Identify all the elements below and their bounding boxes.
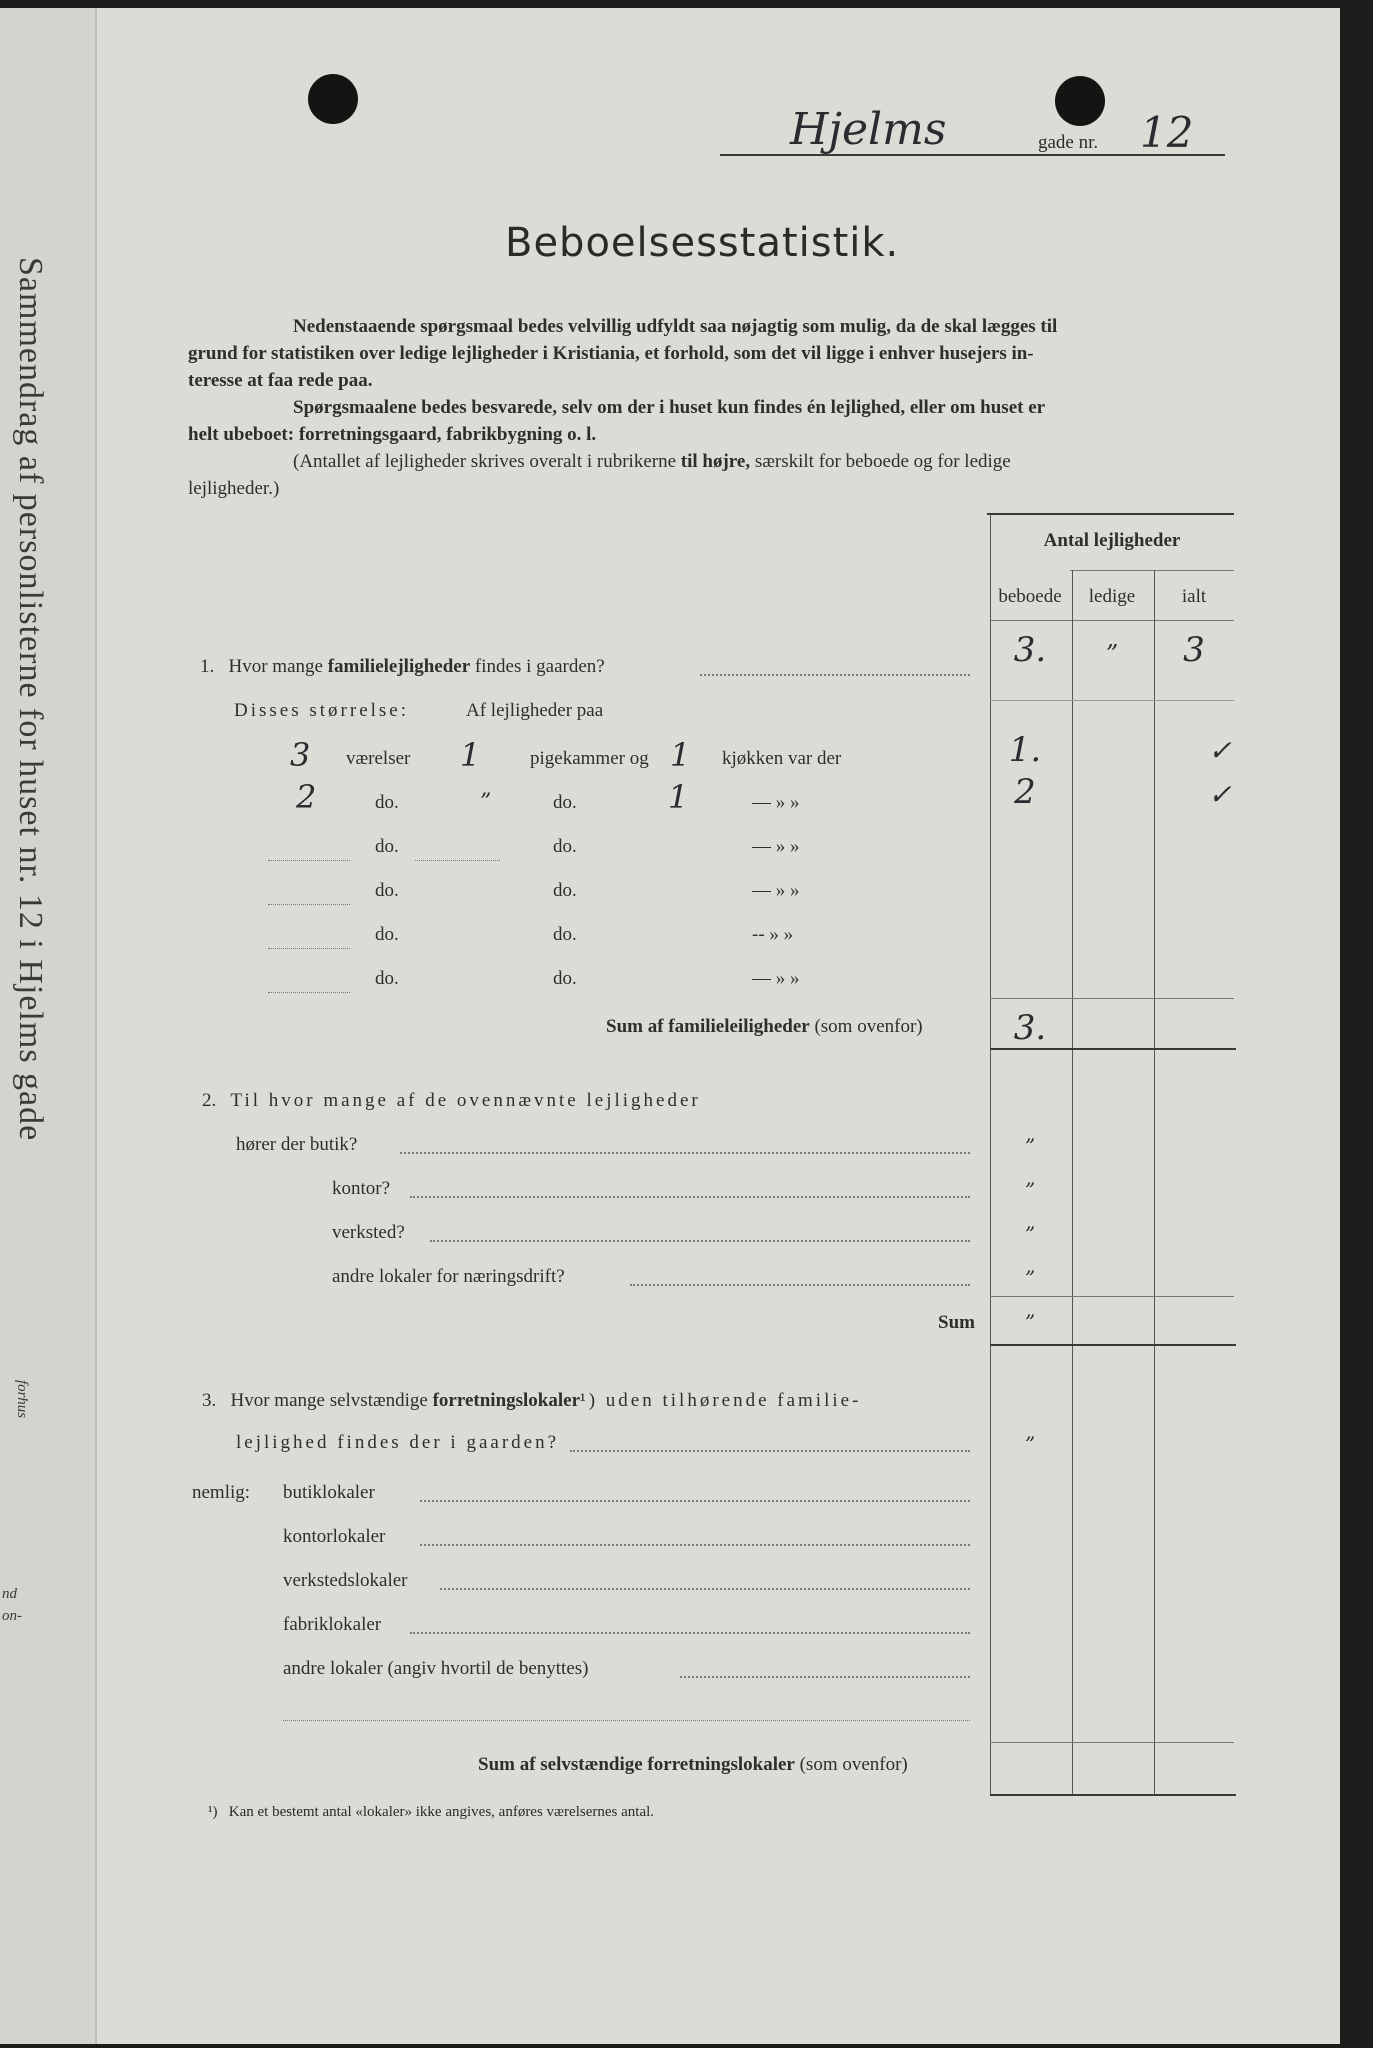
q1-number: 1. [200, 656, 215, 677]
q3-nemlig-label: nemlig: [192, 1482, 251, 1503]
q1-sum-line [606, 1016, 923, 1038]
size-row-2-check: ✓ [1208, 778, 1232, 811]
size-row-4-blank-v [268, 904, 350, 905]
size-row-2-vaerelser-label: do. [375, 792, 399, 813]
intro-line-7: lejligheder.) [188, 478, 280, 499]
size-row-5-vaerelser-label: do. [375, 924, 399, 945]
q1-sum-bottom-rule [990, 1048, 1236, 1050]
size-row-2-kjokken-label: — » » [752, 792, 800, 813]
q2-row-butik-leader [400, 1152, 970, 1154]
q1-row-rule [990, 700, 1234, 701]
document-page [0, 8, 1340, 2044]
side-vertical-text: Sammendrag af personlisterne for huset nr. 12 i Hjelms gade [12, 257, 49, 1142]
table-col-line-2 [1154, 570, 1155, 1795]
q2-line [202, 1090, 701, 1112]
size-row-4-kjokken-label: — » » [752, 880, 800, 901]
q1-ledige: ” [1105, 640, 1119, 668]
q3-row-butiklokaler-leader [420, 1500, 970, 1502]
gade-label: gade nr. [1038, 132, 1099, 153]
q1-line [200, 656, 605, 678]
size-row-6-blank-v [268, 992, 350, 993]
size-row-2-vaerelser-value: 2 [296, 778, 317, 816]
intro-line-4: Spørgsmaalene bedes besvarede, selv om der i huset kun findes én lejlighed, eller om huset er [293, 397, 1046, 418]
q3-row-kontorlokaler-leader [420, 1544, 970, 1546]
size-row-6-pige-label: do. [553, 968, 577, 989]
q3-row-butiklokaler: butiklokaler [283, 1482, 375, 1503]
q3-sum-top-rule [990, 1742, 1234, 1743]
intro-line-6c: særskilt for beboede og for ledige [754, 451, 1011, 472]
size-row-1-pige-value: 1 [460, 736, 481, 774]
size-row-5-pige-label: do. [553, 924, 577, 945]
page-title: Beboelsesstatistik. [505, 220, 900, 266]
size-row-5-blank-v [268, 948, 350, 949]
street-name-handwritten: Hjelms [790, 104, 947, 155]
q2-row-andre-leader [630, 1284, 970, 1286]
q2-row-andre-value: ” [1024, 1266, 1036, 1290]
q3-sum-line [478, 1754, 908, 1776]
q1-ialt: 3 [1183, 630, 1205, 670]
intro-line-1: Nedenstaaende spørgsmaal bedes velvillig udfyldt saa nøjagtig som mulig, da de skal lægges til [293, 316, 1058, 337]
punch-hole-left [308, 74, 358, 124]
footnote-mark: ¹) [208, 1804, 218, 1820]
q3-row-andre: andre lokaler (angiv hvortil de benyttes) [283, 1658, 589, 1679]
q2-row-verksted-leader [430, 1240, 970, 1242]
table-top-rule [987, 513, 1234, 515]
side-forhus: forhus [14, 1380, 30, 1419]
size-row-2-beboede: 2 [1014, 772, 1036, 812]
q1-sum-label-b: (som ovenfor) [814, 1016, 923, 1037]
intro-line-6a: (Antallet af lejligheder skrives overalt i rubrikerne [293, 451, 677, 472]
col-header-beboede: beboede [998, 586, 1062, 607]
q2-row-butik-value: ” [1024, 1134, 1036, 1158]
q2-row-butik-label: hører der butik? [236, 1134, 358, 1155]
q2-row-kontor-label: kontor? [332, 1178, 391, 1199]
q2-sum-value: ” [1024, 1310, 1036, 1334]
q3-sum-label-b: (som ovenfor) [799, 1754, 908, 1775]
col-group-header: Antal lejligheder [1043, 530, 1181, 551]
intro-line-2: grund for statistiken over ledige lejligheder i Kristiania, et forhold, som det vil ligge i enhver husejers in- [188, 343, 1034, 364]
intro-line-3: teresse at faa rede paa. [188, 370, 373, 391]
q1-sum-beboede: 3. [1013, 1008, 1047, 1048]
q2-row-verksted-value: ” [1024, 1222, 1036, 1246]
q2-row-kontor-value: ” [1024, 1178, 1036, 1202]
size-row-2-kjokken-value: 1 [668, 778, 689, 816]
size-row-1-pige-label: pigekammer og [530, 748, 649, 769]
q3-sum-bottom-rule [990, 1794, 1236, 1796]
size-row-2-pige-value: ” [480, 790, 492, 815]
col-header-ledige: ledige [1088, 586, 1136, 607]
size-row-1-check: ✓ [1208, 734, 1232, 767]
q3-text-b: forretningslokaler [432, 1390, 581, 1411]
size-row-3-blank-p [415, 860, 500, 861]
size-row-5-kjokken-label: -- » » [752, 924, 794, 945]
size-row-1-kjokken-value: 1 [670, 736, 691, 774]
q2-number: 2. [202, 1090, 217, 1111]
q3-row-verkstedslokaler-leader [440, 1588, 970, 1590]
q2-sum-top-rule [990, 1296, 1234, 1297]
q1-sizes-label-2: Af lejligheder paa [466, 700, 604, 721]
size-row-4-vaerelser-label: do. [375, 880, 399, 901]
punch-hole-right [1055, 76, 1105, 126]
size-row-3-kjokken-label: — » » [752, 836, 800, 857]
col-header-ialt: ialt [1181, 586, 1207, 607]
q3-row-verkstedslokaler: verkstedslokaler [283, 1570, 408, 1591]
size-row-4-pige-label: do. [553, 880, 577, 901]
intro-line-6b: til højre, [680, 451, 751, 472]
q3-value: ” [1024, 1432, 1036, 1456]
q1-text-a: Hvor mange [228, 656, 323, 677]
size-row-3-vaerelser-label: do. [375, 836, 399, 857]
q3-leader [570, 1450, 970, 1452]
q3-text-c: ¹) uden tilhørende familie- [580, 1390, 862, 1411]
size-row-2-pige-label: do. [553, 792, 577, 813]
size-row-3-pige-label: do. [553, 836, 577, 857]
size-row-6-kjokken-label: — » » [752, 968, 800, 989]
q3-number: 3. [202, 1390, 217, 1411]
q2-row-andre-label: andre lokaler for næringsdrift? [332, 1266, 565, 1287]
q1-text-c: findes i gaarden? [474, 656, 605, 677]
table-col-line-1 [1072, 570, 1073, 1795]
intro-line-6 [293, 449, 1011, 475]
house-number-handwritten: 12 [1140, 108, 1194, 157]
q1-sum-top-rule [990, 998, 1234, 999]
q2-row-verksted-label: verksted? [332, 1222, 405, 1243]
size-row-1-beboede: 1. [1008, 730, 1042, 770]
q3-blank-line [283, 1720, 970, 1721]
q1-sizes-label: Disses størrelse: [234, 700, 410, 721]
q1-beboede: 3. [1013, 630, 1047, 670]
side-nd: nd [2, 1586, 17, 1602]
q1-sum-label: Sum af familieleiligheder [606, 1016, 810, 1037]
q3-text-a: Hvor mange selvstændige [230, 1390, 428, 1411]
col-group-rule [1070, 570, 1234, 571]
size-row-1-vaerelser-value: 3 [290, 736, 311, 774]
size-row-6-vaerelser-label: do. [375, 968, 399, 989]
page-fold [95, 8, 97, 2044]
size-row-3-blank-v [268, 860, 350, 861]
intro-line-5: helt ubeboet: forretningsgaard, fabrikbygning o. l. [188, 424, 597, 445]
q3-line [202, 1390, 861, 1412]
q3-sum-label: Sum af selvstændige forretningslokaler [478, 1754, 795, 1775]
side-on: on- [2, 1608, 22, 1624]
q1-text-b: familielejligheder [327, 656, 471, 677]
footnote [208, 1804, 654, 1821]
q3-row-kontorlokaler: kontorlokaler [283, 1526, 386, 1547]
q2-sum-label: Sum [938, 1312, 975, 1333]
q1-leader [700, 674, 970, 676]
q3-row-fabriklokaler: fabriklokaler [283, 1614, 382, 1635]
size-row-1-vaerelser-label: værelser [346, 748, 411, 769]
q2-sum-bottom-rule [990, 1344, 1236, 1346]
q3-row-fabriklokaler-leader [410, 1632, 970, 1634]
size-row-1-kjokken-label: kjøkken var der [722, 748, 842, 769]
q3-text-d: lejlighed findes der i gaarden? [236, 1432, 560, 1453]
col-header-rule [990, 620, 1234, 621]
q3-row-andre-leader [680, 1676, 970, 1678]
q2-row-kontor-leader [410, 1196, 970, 1198]
footnote-text: Kan et bestemt antal «lokaler» ikke angives, anføres værelsernes antal. [228, 1804, 655, 1820]
q2-text: Til hvor mange af de ovennævnte lejligheder [230, 1090, 701, 1111]
